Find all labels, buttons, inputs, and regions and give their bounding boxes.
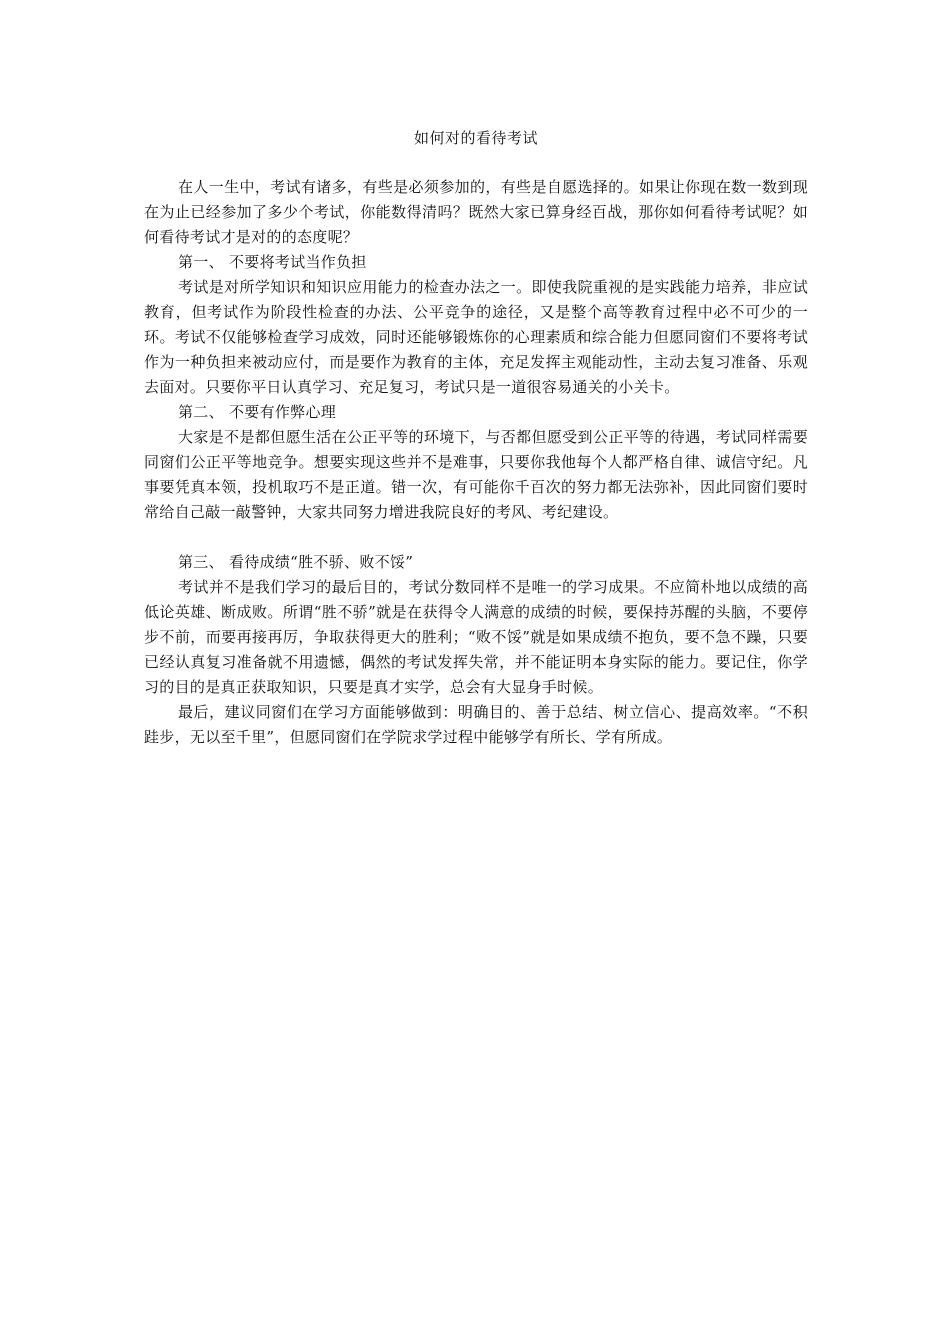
section-body: 考试并不是我们学习的最后目的，考试分数同样不是唯一的学习成果。不应简朴地以成绩的高低论英雄、断成败。所谓“胜不骄”就是在获得令人满意的成绩的时候，要保持苏醒的头脑，不要停步不前，而要再接再厉，争取获得更大的胜利；“败不馁”就是如果成绩不抱负，要不急不躁，只要已经认真复习准备就不用遗憾，偶然的考试发挥失常，并不能证明本身实际的能力。要记住，你学习的目的是真正获取知识，只要是真才实学，总会有大显身手时候。	[144, 578, 808, 696]
section-body: 考试是对所学知识和知识应用能力的检查办法之一。即使我院重视的是实践能力培养，非应试教育，但考试作为阶段性检查的办法、公平竞争的途径，又是整个高等教育过程中必不可少的一环。考试不仅能够检查学习成效，同时还能够锻炼你的心理素质和综合能力但愿同窗们不要将考试作为一种负担来被动应付，而是要作为教育的主体，充足发挥主观能动性，主动去复习准备、乐观去面对。只要你平日认真学习、充足复习，考试只是一道很容易通关的小关卡。	[144, 278, 808, 396]
document-page	[144, 126, 808, 750]
document-title: 如何对的看待考试	[413, 129, 538, 147]
section-1	[144, 250, 808, 400]
section-heading: 第二、 不要有作弊心理	[178, 403, 337, 421]
section-body: 大家是不是都但愿生活在公正平等的环境下，与否都但愿受到公正平等的待遇，考试同样需要同窗们公正平等地竞争。想要实现这些并不是难事，只要你我他每个人都严格自律、诚信守纪。凡事要凭真本领，投机取巧不是正道。错一次，有可能你千百次的努力都无法弥补，因此同窗们要时常给自己敲一敲警钟，大家共同努力增进我院良好的考风、考纪建设。	[144, 428, 808, 521]
closing-paragraph: 最后，建议同窗们在学习方面能够做到：明确目的、善于总结、树立信心、提高效率。“不积跬步，无以至千里”，但愿同窗们在学院求学过程中能够学有所长、学有所成。	[144, 703, 808, 746]
section-heading: 第一、 不要将考试当作负担	[178, 253, 367, 271]
intro-paragraph: 在人一生中，考试有诸多，有些是必须参加的，有些是自愿选择的。如果让你现在数一数到现在为止已经参加了多少个考试，你能数得清吗？既然大家已算身经百战，那你如何看待考试呢？如何看待考试才是对的的态度呢？	[144, 178, 808, 246]
section-heading: 第三、 看待成绩“胜不骄、败不馁”	[178, 553, 414, 571]
blank-line	[144, 525, 808, 550]
section-3	[144, 550, 808, 700]
section-2	[144, 400, 808, 525]
